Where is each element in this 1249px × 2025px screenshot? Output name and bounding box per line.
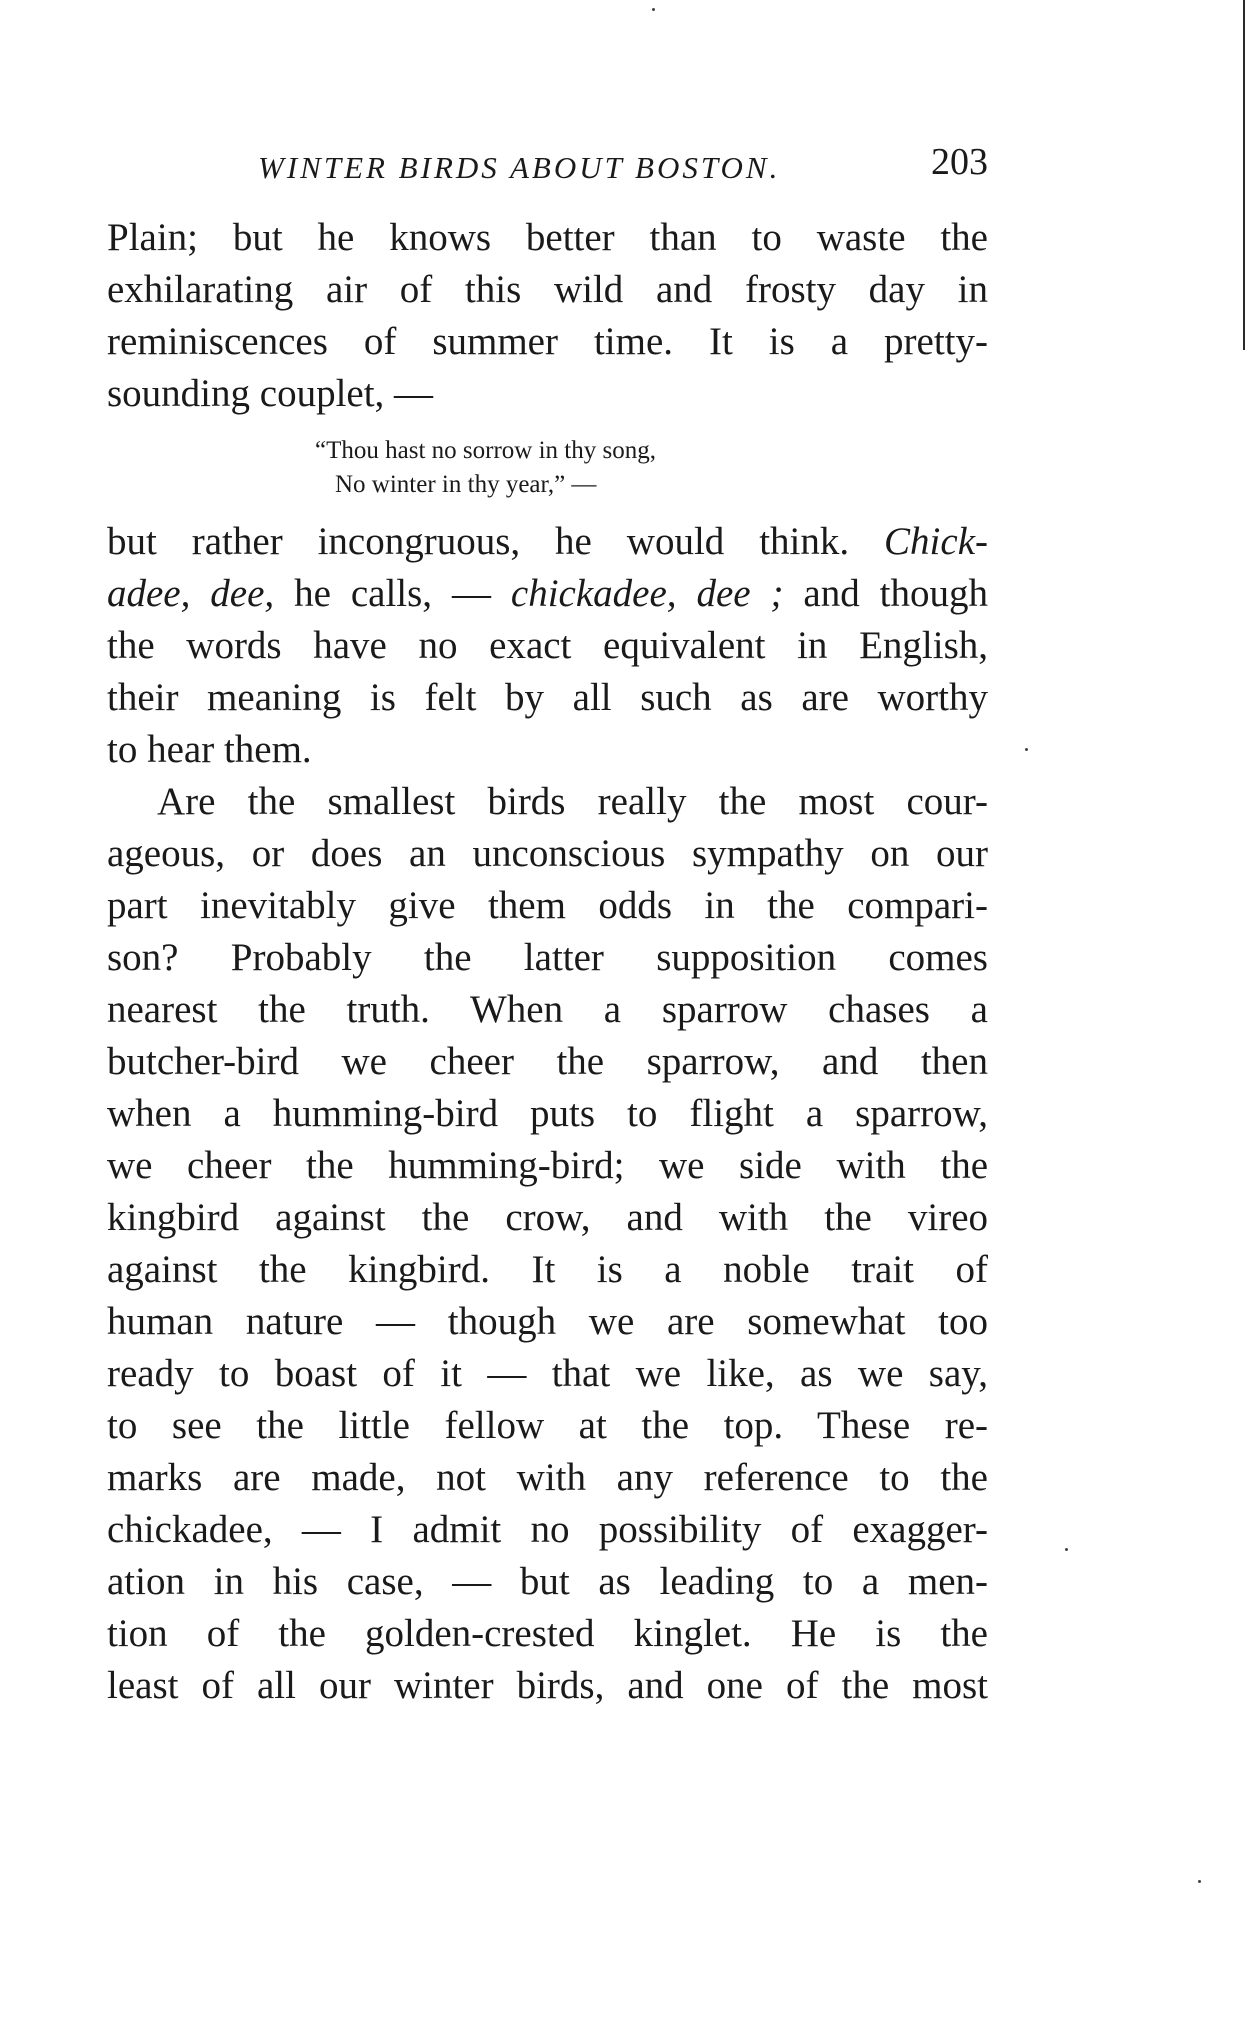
text-fragment: and though [783, 572, 988, 615]
verse-line: “Thou hast no sorrow in thy song, [315, 437, 656, 464]
text-line: Plain; but he knows better than to waste the [107, 216, 988, 259]
text-line: kingbird against the crow, and with the vireo [107, 1196, 988, 1239]
ink-speck [1025, 748, 1028, 751]
body-text [107, 212, 988, 1712]
text-line: chickadee, — I admit no possibility of exagger- [107, 1508, 988, 1551]
text-line: reminiscences of summer time. It is a pretty- [107, 320, 988, 363]
text-line [107, 568, 988, 620]
ink-speck [1065, 1548, 1068, 1551]
text-line: their meaning is felt by all such as are worthy [107, 676, 988, 719]
ink-speck [652, 8, 655, 11]
text-line: when a humming-bird puts to flight a sparrow, [107, 1092, 988, 1135]
text-line: human nature — though we are somewhat too [107, 1300, 988, 1343]
text-line: exhilarating air of this wild and frosty day in [107, 268, 988, 311]
text-line: we cheer the humming-bird; we side with the [107, 1144, 988, 1187]
page-header [258, 140, 988, 190]
text-line: to see the little fellow at the top. These re- [107, 1404, 988, 1447]
italic-fragment: adee, dee, [107, 572, 275, 615]
page-edge-line [1243, 0, 1245, 350]
text-line: ready to boast of it — that we like, as we say, [107, 1352, 988, 1395]
text-line: son? Probably the latter supposition comes [107, 936, 988, 979]
paragraph-first-line: Are the smallest birds really the most cour- [157, 780, 988, 823]
italic-fragment: chickadee, dee ; [510, 572, 784, 615]
text-fragment: he calls, — [274, 572, 511, 615]
text-fragment: but rather incongruous, he would think. [107, 520, 885, 563]
verse-line: No winter in thy year,” — [335, 471, 597, 498]
italic-fragment: Chick- [884, 520, 988, 563]
text-line: marks are made, not with any reference to the [107, 1456, 988, 1499]
page-number: 203 [931, 141, 988, 183]
text-line: against the kingbird. It is a noble trait of [107, 1248, 988, 1291]
text-line: tion of the golden-crested kinglet. He is the [107, 1612, 988, 1655]
ink-speck [1198, 1880, 1201, 1883]
text-line: ageous, or does an unconscious sympathy on our [107, 832, 988, 875]
text-line: to hear them. [107, 728, 312, 771]
text-line: ation in his case, — but as leading to a men- [107, 1560, 988, 1603]
text-line: nearest the truth. When a sparrow chases a [107, 988, 988, 1031]
running-head: WINTER BIRDS ABOUT BOSTON. [258, 150, 781, 185]
text-line: part inevitably give them odds in the compari- [107, 884, 988, 927]
text-line: least of all our winter birds, and one of the most [107, 1664, 988, 1707]
text-line: the words have no exact equivalent in English, [107, 624, 988, 667]
text-line: sounding couplet, — [107, 372, 434, 415]
text-line: butcher-bird we cheer the sparrow, and then [107, 1040, 988, 1083]
text-line [107, 516, 988, 568]
